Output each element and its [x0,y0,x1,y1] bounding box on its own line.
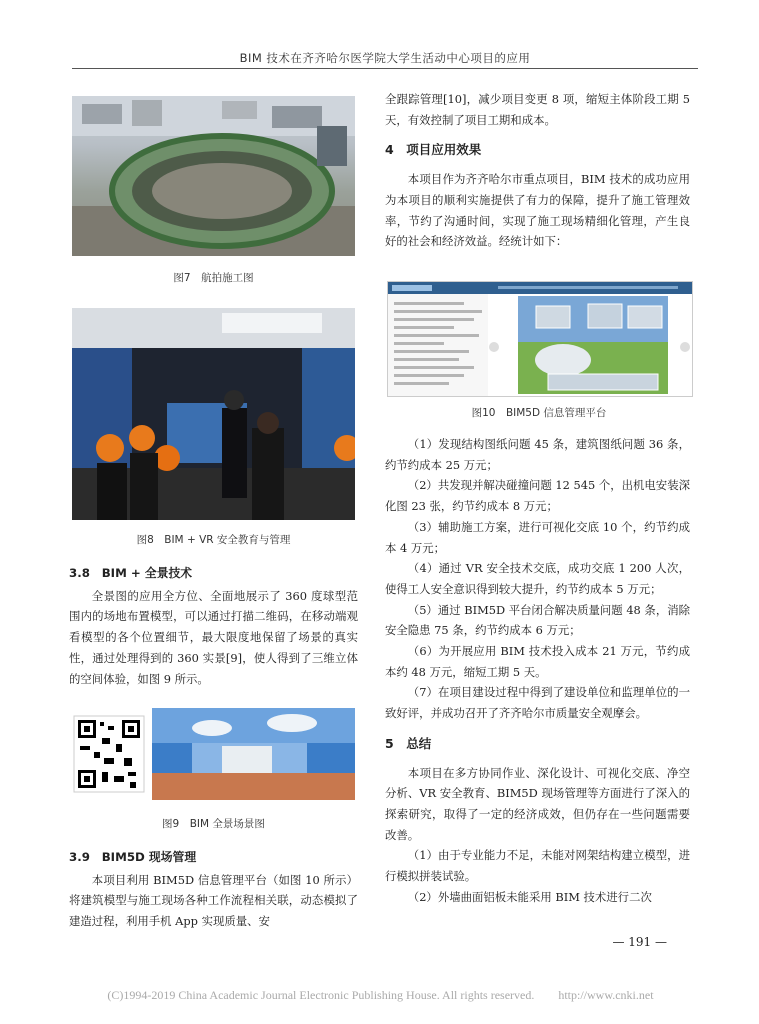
right-column-list [385,434,690,907]
result-item-1: （1）发现结构图纸问题 45 条，建筑图纸问题 36 条，约节约成本 25 万元； [385,437,690,472]
figure-9-panorama [72,708,355,800]
figure-8-vr-photo [72,308,355,520]
section-4-heading: 4 项目应用效果 [385,142,482,158]
copyright-footer: (C)1994-2019 China Academic Journal Electronic Publishing House. All rights reserved. http://www.cnki.net [107,988,654,1002]
conclusion-item-2: （2）外墙曲面铝板未能采用 BIM 技术进行二次 [407,889,652,904]
result-item-2: （2）共发现并解决碰撞问题 12 545 个，出机电安装深化图 23 张，约节约成本 8 万元； [385,478,690,514]
result-item-3: （3）辅助施工方案，进行可视化交底 10 个，约节约成本 4 万元； [385,519,690,555]
page-number: — 191 — [612,935,667,949]
figure-7-caption: 图7 航拍施工图 [173,272,254,284]
left-column-3-8 [69,563,358,689]
section-3-8-heading: 3.8 BIM + 全景技术 [69,566,193,580]
continued-text: 全跟踪管理[10]，减少项目变更 8 项，缩短主体阶段工期 5 天，有效控制了项目工期和成本。 [385,92,690,127]
section-3-9-text: 本项目利用 BIM5D 信息管理平台（如图 10 所示）将建筑模型与施工现场各种工作流程相关联，动态模拟了建造过程，利用手机 App 实现质量、安 [69,872,358,929]
result-item-4: （4）通过 VR 安全技术交底，成功交底 1 200 人次，使得工人安全意识得到较大提升，约节约成本 5 万元； [385,561,690,596]
right-column-top [385,89,690,252]
section-4-text: 本项目作为齐齐哈尔市重点项目，BIM 技术的成功应用为本项目的顺利实施提供了有力的保障，提升了施工管理效率，节约了沟通时间，实现了施工现场精细化管理，产生良好的社会和经济效益。经统计如下： [385,172,690,249]
header-rule [72,68,698,69]
section-5-text: 本项目在多方协同作业、深化设计、可视化交底、净空分析、VR 安全教育、BIM5D 现场管理等方面进行了深入的探索研究，取得了一定的经济成效，但仍存在一些问题需要改善。 [385,765,690,842]
figure-7-aerial-photo [72,96,355,256]
qr-code-icon [74,716,144,792]
figure-10-platform-screenshot [387,281,693,397]
result-item-6: （6）为开展应用 BIM 技术投入成本 21 万元，节约成本约 48 万元，缩短工期 5 天。 [385,644,690,679]
figure-9-caption: 图9 BIM 全景场景图 [162,818,265,830]
result-item-7: （7）在项目建设过程中得到了建设单位和监理单位的一致好评，并成功召开了齐齐哈尔市质量安全观摩会。 [385,685,690,721]
section-3-9-heading: 3.9 BIM5D 现场管理 [69,850,197,864]
figure-10-caption: 图10 BIM5D 信息管理平台 [471,407,607,419]
result-item-5: （5）通过 BIM5D 平台闭合解决质量问题 48 条，消除安全隐患 75 条，约节约成本 6 万元； [385,602,690,638]
section-5-heading: 5 总结 [385,735,432,751]
figure-8-caption: 图8 BIM + VR 安全教育与管理 [136,534,291,546]
left-column-3-9 [69,847,358,932]
conclusion-item-1: （1）由于专业能力不足，未能对网架结构建立模型，进行模拟拼装试验。 [385,848,690,884]
section-3-8-text: 全景图的应用全方位、全面地展示了 360 度球型范围内的场地布置模型，可以通过打描二维码，在移动端观看模型的各个位置细节，最大限度地保留了场景的真实性，通过处理得到的 360 实景[9]，使人得到了三维立体的空间体验，如图 9 所示。 [69,588,358,686]
running-header: BIM 技术在齐齐哈尔医学院大学生活动中心项目的应用 [239,51,531,65]
